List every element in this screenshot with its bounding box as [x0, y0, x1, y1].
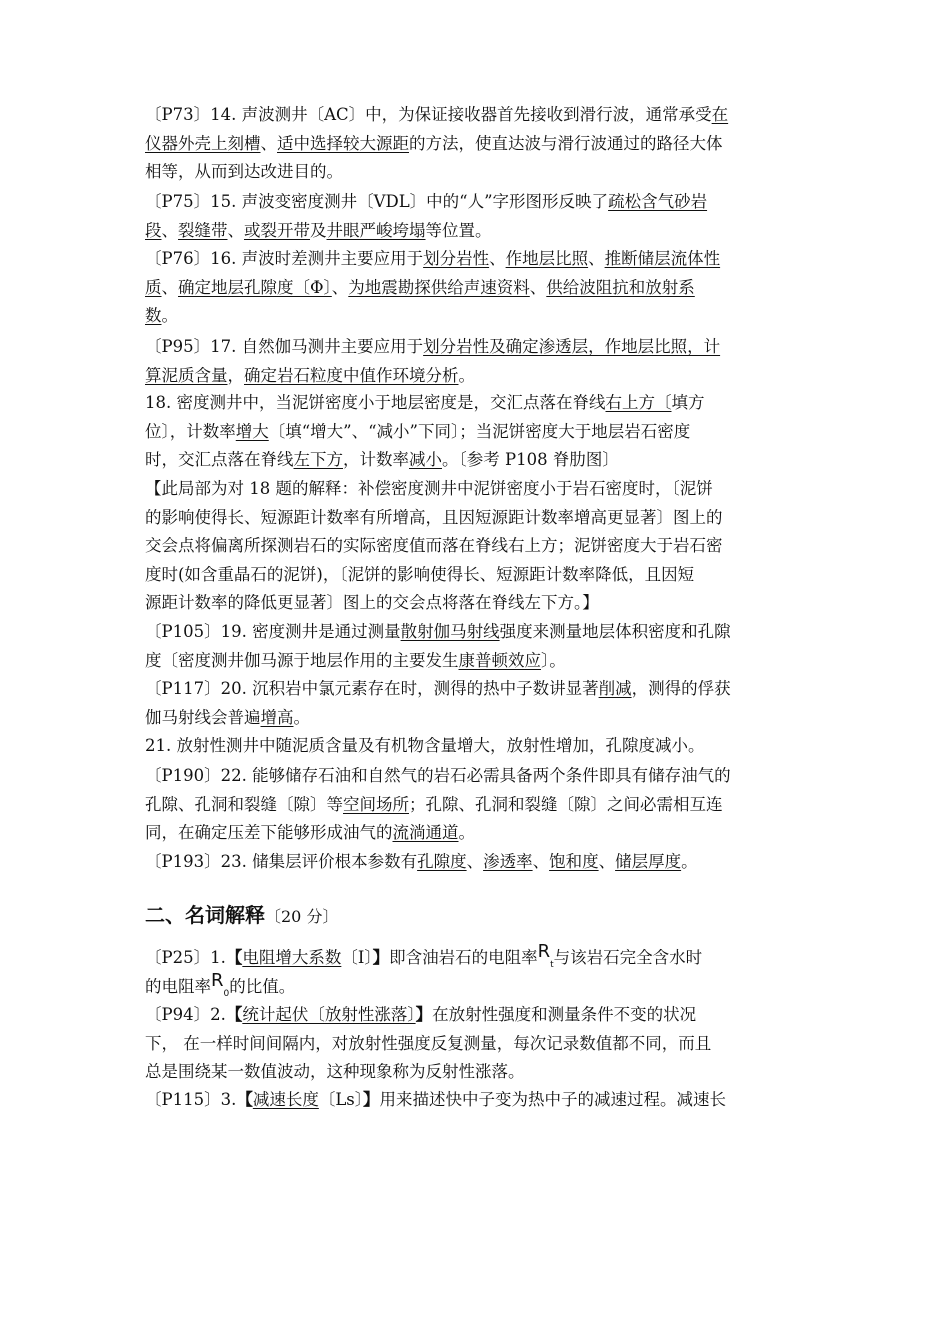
q22-line-3 [145, 819, 820, 848]
q18-answer: 右上方〔 [605, 393, 672, 412]
q14-text: 的方法，使直达波与滑行波通过的路径大体 [409, 133, 723, 153]
q19-line-1 [145, 618, 820, 647]
q20-answer: 增高 [260, 707, 294, 727]
q23-text: 、 [598, 852, 616, 871]
d1-text: 〔I〕 [341, 948, 373, 967]
q17-text: 〔P95〕17. 自然伽马测井主要应用于 [145, 337, 424, 356]
d1-bracket: 】 [372, 948, 390, 967]
q14-text: 、 [260, 133, 277, 153]
explanation-line: 度时(如含重晶石的泥饼)，〔泥饼的影响使得长、短源距计数率降低，且因短 [145, 564, 695, 584]
definition-3 [145, 1086, 820, 1115]
q19-line-2 [145, 647, 820, 676]
q23-text: 〔P193〕23. 储集层评价根本参数有 [145, 852, 418, 871]
definition-1 [145, 941, 820, 1001]
q18-answer: 增大 [235, 421, 269, 441]
question-17 [145, 333, 820, 390]
q16-answer: 划分岩性 [423, 249, 490, 268]
q18-line-2 [145, 418, 820, 447]
q20-line-2 [145, 704, 820, 733]
q15-text: 、 [227, 220, 244, 240]
q16-answer: 推断储层流体性 [604, 249, 721, 268]
q23-line-1 [145, 848, 820, 877]
q14-answer: 适中选择较大源距 [277, 133, 409, 153]
q15-line-1 [145, 188, 820, 217]
q16-answer: 作地层比照 [505, 249, 589, 268]
d3-bracket: 【 [236, 1090, 253, 1109]
q15-text: 等位置。 [425, 220, 492, 240]
d1-subscript: t [550, 960, 554, 970]
q14-line-2 [145, 130, 820, 159]
d1-text: 的电阻率 [145, 976, 211, 996]
q16-line-2 [145, 274, 820, 303]
q16-answer: 供给波阻抗和放射系 [546, 277, 695, 297]
d1-line-2 [145, 969, 820, 1002]
q15-text: 〔P75〕15. 声波变密度测井〔VDL〕中的“人”字形图形反映了 [145, 192, 609, 211]
q22-text: 同，在确定压差下能够形成油气的 [145, 823, 393, 843]
q19-answer: 康普顿效应 [458, 650, 541, 670]
d3-line-1 [145, 1086, 820, 1115]
q20-text: 。 [293, 707, 310, 727]
d1-term: 电阻增大系数 [242, 948, 342, 967]
q15-answer: 裂缝带 [178, 220, 228, 240]
q16-text: 、 [161, 277, 178, 297]
d1-text: 即含油岩石的电阻率 [389, 948, 538, 967]
q16-text: 、 [331, 277, 349, 297]
q18-answer: 减小 [409, 450, 442, 470]
q23-text: 、 [532, 852, 550, 871]
q23-answer: 储层厚度 [615, 852, 682, 871]
explanation-line: 【此局部为对 18 题的解释：补偿密度测井中泥饼密度小于岩石密度时，〔泥饼 [145, 479, 713, 498]
d3-term: 减速长度 [252, 1090, 319, 1109]
d1-text: 的比值。 [229, 976, 296, 996]
d2-text: 〔P94〕2. [145, 1005, 226, 1024]
d3-bracket: 】 [363, 1090, 380, 1109]
q17-answer: 算泥质含量 [145, 365, 228, 385]
d1-subscript: 0 [223, 988, 230, 999]
d3-text: 〔Ls〕 [318, 1090, 364, 1109]
q18-answer: 左下方 [293, 450, 343, 470]
q15-answer: 井眼严峻垮塌 [326, 220, 426, 240]
d2-line-1 [145, 1001, 820, 1030]
question-16 [145, 245, 820, 331]
explanation-line: 交会点将偏离所探测岩石的实际密度值而落在脊线右上方；泥饼密度大于岩石密 [145, 536, 723, 556]
d1-line-1 [145, 941, 820, 973]
q20-text: 〔P117〕20. 沉积岩中氯元素存在时，测得的热中子数讲显著 [145, 679, 599, 698]
q20-text: 伽马射线会普遍 [145, 707, 261, 727]
explanation-line: 源距计数率的降低更显著〕图上的交会点将落在脊线左下方。】 [145, 593, 599, 613]
q14-line-1 [145, 101, 820, 130]
question-14 [145, 101, 820, 187]
q20-text: ，测得的俘获 [631, 679, 731, 698]
q19-text: 〕。 [541, 650, 566, 670]
section-title: 二、名词解释 [145, 903, 265, 927]
q18-line-3 [145, 446, 820, 475]
d1-bracket: 【 [225, 948, 243, 967]
d3-text: 用来描述快中子变为热中子的减速过程。减速长 [379, 1090, 727, 1109]
q16-line-1 [145, 245, 820, 274]
q18-text: 填方 [671, 393, 705, 412]
q18-explanation [145, 475, 820, 618]
q18-text: ，计数率 [343, 450, 409, 470]
q15-answer: 疏松含气砂岩 [608, 192, 708, 211]
q20-line-1 [145, 675, 820, 704]
question-18 [145, 389, 820, 475]
q23-text: 、 [466, 852, 484, 871]
q20-answer: 削减 [598, 679, 632, 698]
q15-text: 及 [310, 220, 327, 240]
q23-text: 。 [681, 852, 698, 871]
section-heading [145, 900, 338, 932]
q23-answer: 孔隙度 [417, 852, 467, 871]
d1-text: 与该岩石完全含水时 [553, 948, 703, 967]
d2-bracket: 【 [225, 1005, 243, 1024]
q19-text: 强度来测量地层体积密度和孔隙 [499, 622, 731, 641]
q16-answer: 质 [145, 277, 162, 297]
q16-text: 、 [588, 249, 605, 268]
d2-text: 下， 在一样时间间隔内，对放射性强度反复测量，每次记录数值都不同，而且 [145, 1033, 712, 1053]
q14-line-3 [145, 158, 820, 187]
q17-text: ， [227, 365, 244, 385]
q19-answer: 散射伽马射线 [400, 622, 500, 641]
q16-answer: 确定地层孔隙度〔Φ〕 [178, 277, 332, 297]
d1-symbol: R [537, 941, 551, 962]
q16-answer: 数 [145, 306, 162, 326]
q22-text: 孔隙、孔洞和裂缝〔隙〕等 [145, 794, 343, 814]
q17-answer: 确定岩石粒度中值作环境分析 [244, 365, 459, 385]
section-score: 〔20 分〕 [265, 907, 339, 926]
d2-text: 总是围绕某一数值波动，这种现象称为反射性涨落。 [145, 1062, 525, 1082]
question-21 [145, 732, 820, 761]
q16-line-3 [145, 302, 820, 331]
q22-answer: 空间场所 [343, 794, 409, 814]
question-20 [145, 675, 820, 732]
q23-answer: 渗透率 [483, 852, 533, 871]
d2-text: 在放射性强度和测量条件不变的状况 [432, 1005, 697, 1024]
q18-line-1 [145, 389, 820, 418]
question-23 [145, 848, 820, 877]
q19-text: 〔P105〕19. 密度测井是通过测量 [145, 622, 401, 641]
q22-text: 〔P190〕22. 能够储存石油和自然气的岩石必需具备两个条件即具有储存油气的 [145, 766, 731, 785]
q17-text: 。 [458, 365, 475, 385]
q16-text: 〔P76〕16. 声波时差测井主要应用于 [145, 249, 424, 268]
q14-answer: 仪器外壳上刻槽 [145, 133, 261, 153]
q16-answer: 为地震勘探供给声速资料 [348, 277, 530, 297]
q14-answer: 在 [711, 105, 729, 124]
q15-answer: 段 [145, 220, 162, 240]
question-22 [145, 762, 820, 848]
d3-text: 〔P115〕3. [145, 1090, 237, 1109]
q18-text: 〔填“增大”、“减小”下同〕；当泥饼密度大于地层岩石密度 [268, 421, 691, 441]
q17-line-1 [145, 333, 820, 362]
q16-text: 、 [529, 277, 547, 297]
q22-line-2 [145, 791, 820, 820]
explanation-line: 的影响使得长、短源距计数率有所增高，且因短源距计数率增高更显著〕图上的 [145, 507, 723, 527]
q17-line-2 [145, 362, 820, 391]
q19-text: 度〔密度测井伽马源于地层作用的主要发生 [145, 650, 459, 670]
q18-text: 。〔参考 P108 脊肋图〕 [442, 450, 619, 470]
q18-text: 位〕，计数率 [145, 421, 236, 441]
q22-answer: 流淌通道 [392, 823, 459, 843]
definition-2 [145, 1001, 820, 1087]
q15-text: 、 [161, 220, 178, 240]
question-15 [145, 188, 820, 245]
q22-text: ；孔隙、孔洞和裂缝〔隙〕之间必需相互连 [409, 794, 723, 814]
question-19 [145, 618, 820, 675]
q23-answer: 饱和度 [549, 852, 599, 871]
d1-symbol: R [211, 969, 224, 991]
q14-text: 相等，从而到达改进目的。 [145, 162, 343, 182]
q21-text: 21. 放射性测井中随泥质含量及有机物含量增大，放射性增加，孔隙度减小。 [145, 736, 705, 755]
q22-text: 。 [458, 823, 475, 843]
q14-text: 〔P73〕14. 声波测井〔AC〕中，为保证接收器首先接收到滑行波，通常承受 [145, 105, 712, 124]
q16-text: 、 [489, 249, 506, 268]
d1-text: 〔P25〕1. [145, 948, 226, 967]
q15-line-2 [145, 217, 820, 246]
d2-bracket: 】 [415, 1005, 433, 1024]
q16-text: 。 [161, 306, 178, 326]
q15-answer: 或裂开带 [244, 220, 310, 240]
q18-text: 时，交汇点落在脊线 [145, 450, 294, 470]
q17-answer: 划分岩性及确定渗透层，作地层比照，计 [423, 337, 721, 356]
q18-text: 18. 密度测井中，当泥饼密度小于地层密度是，交汇点落在脊线 [145, 393, 606, 412]
d2-term: 统计起伏〔放射性涨落〕 [242, 1005, 416, 1024]
